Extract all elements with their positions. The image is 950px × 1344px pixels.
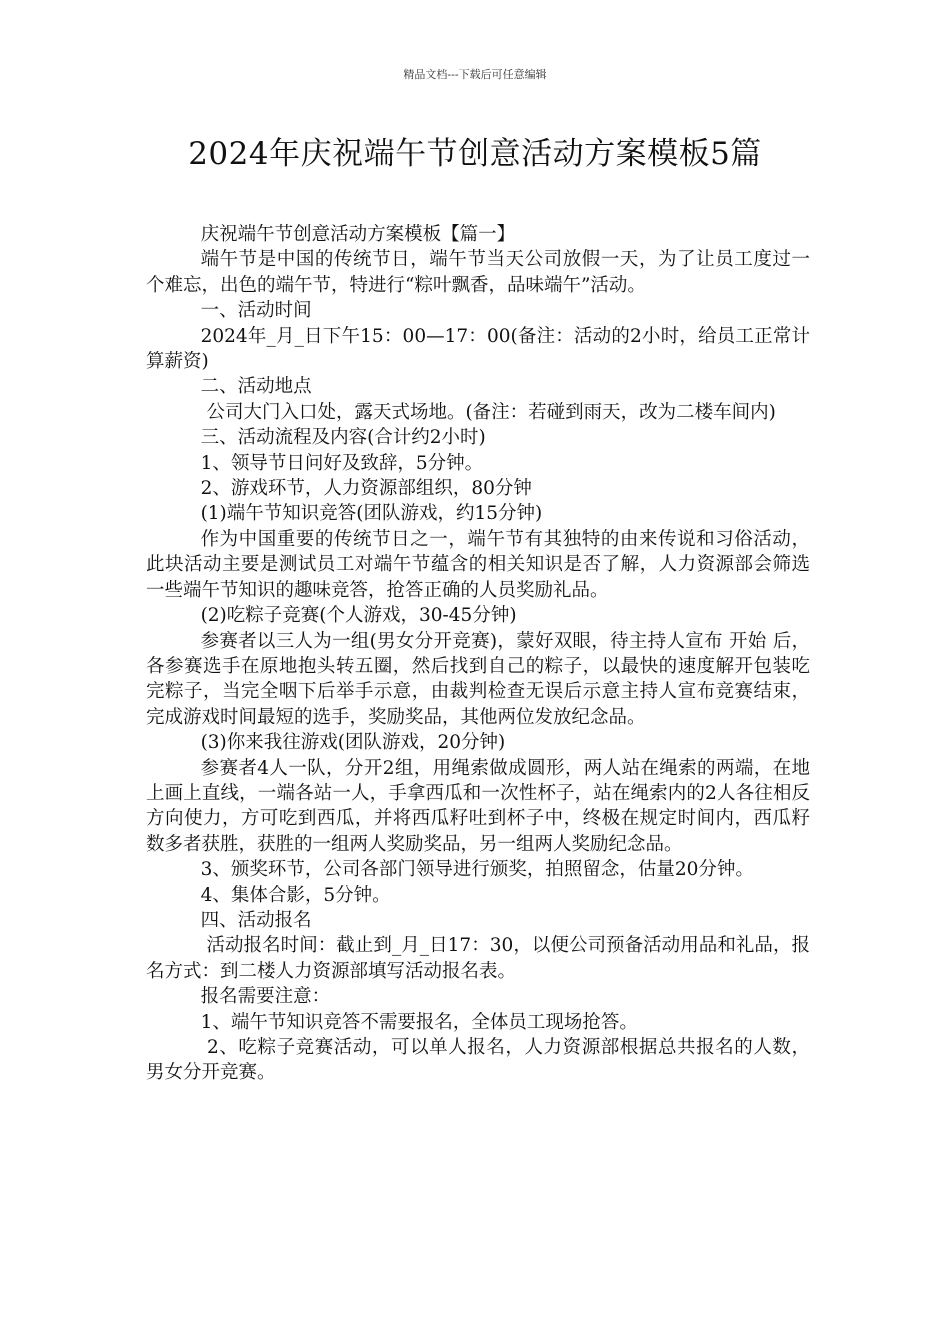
registration-notes-heading: 报名需要注意： [200, 986, 331, 1008]
game-2-text: 参赛者以三人为一组(男女分开竞赛)，蒙好双眼，待主持人宣布 开始 后，各参赛选手在原地抱头转五圈，然后找到自己的粽子，以最快的速度解开包装吃完粽子，当完全咽下后举手示意，由裁判检查无误后示意主持人宣布竞赛结束，完成游戏时间最短的选手，奖励奖品，其他两位发放纪念品。 [146, 630, 810, 728]
heading-activity-time: 一、活动时间 [200, 300, 312, 322]
heading-registration: 四、活动报名 [200, 909, 312, 931]
page-header: 精品文档---下载后可任意编辑 [403, 68, 547, 81]
section-heading: 庆祝端午节创意活动方案模板【篇一】 [200, 224, 516, 245]
registration-text: 活动报名时间：截止到_月_日17：30，以便公司预备活动用品和礼品，报名方式：到二楼人力资源部填写活动报名表。 [146, 935, 810, 982]
activity-time-text: 2024年_月_日下午15：00—17：00(备注：活动的2小时，给员工正常计算薪资) [146, 325, 810, 373]
heading-activity-process: 三、活动流程及内容(合计约2小时) [200, 427, 486, 449]
game-1-text: 作为中国重要的传统节日之一，端午节有其独特的由来传说和习俗活动，此块活动主要是测试员工对端午节蕴含的相关知识是否了解，人力资源部会筛选一些端午节知识的趣味竞答，抢答正确的人员奖励礼品。 [146, 528, 810, 601]
game-1-heading: (1)端午节知识竞答(团队游戏，约15分钟) [200, 503, 543, 525]
process-item-2: 2、游戏环节，人力资源部组织，80分钟 [200, 478, 532, 500]
document-body [146, 222, 810, 1086]
game-2-heading: (2)吃粽子竞赛(个人游戏，30-45分钟) [200, 605, 517, 627]
intro-paragraph: 端午节是中国的传统节日，端午节当天公司放假一天，为了让员工度过一个难忘，出色的端午节，特进行“粽叶飘香，品味端午”活动。 [146, 249, 810, 296]
registration-note-2: 2、吃粽子竞赛活动，可以单人报名，人力资源部根据总共报名的人数，男女分开竞赛。 [146, 1037, 810, 1084]
process-item-3: 3、颁奖环节，公司各部门领导进行颁奖，拍照留念，估量20分钟。 [200, 859, 754, 881]
activity-location-text: 公司大门入口处，露天式场地。(备注：若碰到雨天，改为二楼车间内) [200, 401, 776, 423]
registration-note-1: 1、端午节知识竞答不需要报名，全体员工现场抢答。 [200, 1011, 638, 1033]
game-3-text: 参赛者4人一队，分开2组，用绳索做成圆形，两人站在绳索的两端，在地上画上直线，一端各站一人，手拿西瓜和一次性杯子，站在绳索内的2人各往相反方向使力，方可吃到西瓜，并将西瓜籽吐到杯子中，终极在规定时间内，西瓜籽数多者获胜，获胜的一组两人奖励奖品，另一组两人奖励纪念品。 [146, 757, 810, 855]
game-3-heading: (3)你来我往游戏(团队游戏，20分钟) [200, 732, 506, 754]
heading-activity-location: 二、活动地点 [200, 376, 312, 398]
process-item-1: 1、领导节日问好及致辞，5分钟。 [200, 452, 484, 474]
document-title: 2024年庆祝端午节创意活动方案模板5篇 [188, 136, 762, 172]
process-item-4: 4、集体合影，5分钟。 [200, 884, 391, 906]
